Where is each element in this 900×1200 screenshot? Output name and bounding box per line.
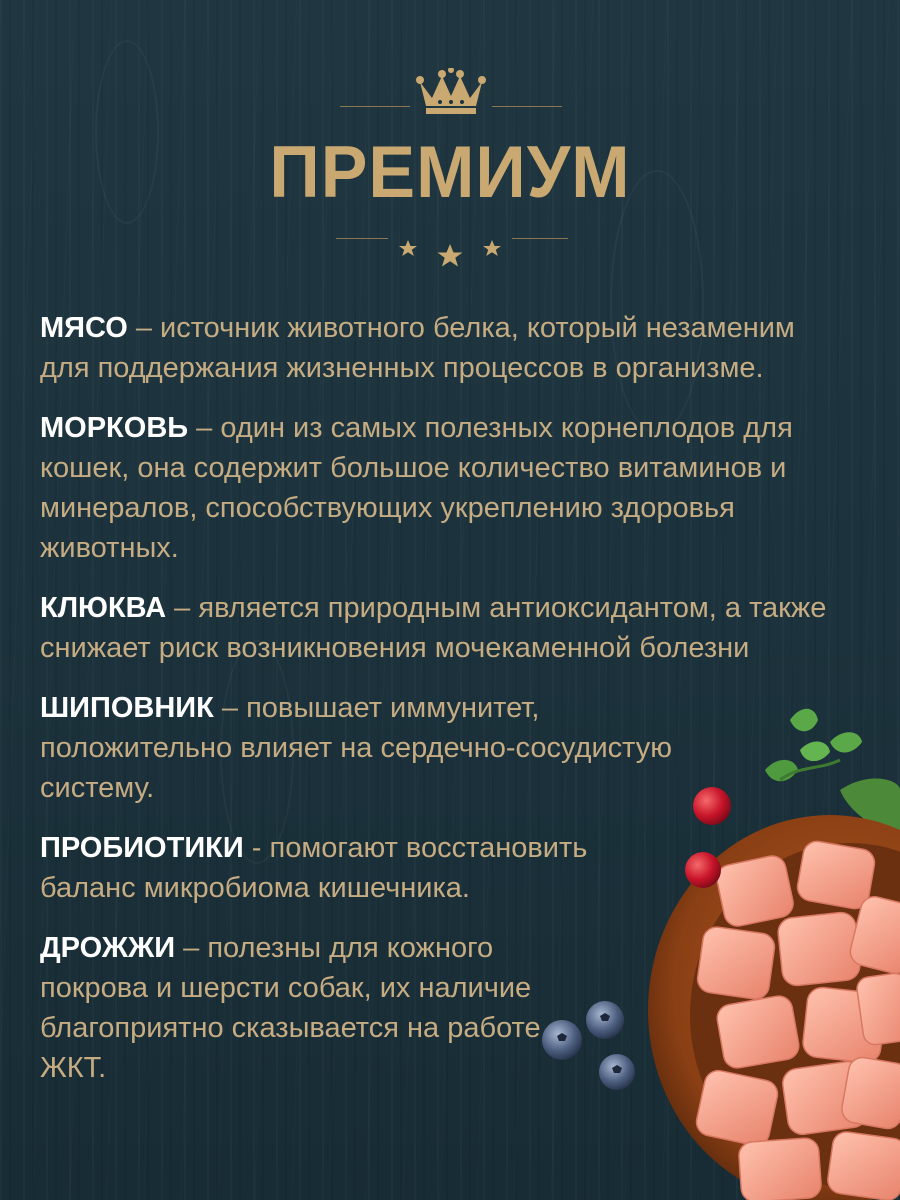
separator: –	[166, 592, 199, 624]
star-icon	[399, 240, 417, 256]
ingredient-probiotics	[40, 828, 660, 908]
ingredient-name: МЯСО	[40, 312, 128, 344]
ingredient-description: помогают восстановить баланс микробиома кишечника.	[40, 832, 588, 904]
ingredient-name: ШИПОВНИК	[40, 692, 214, 724]
ingredients-list	[40, 308, 840, 1108]
crown-icon	[416, 68, 486, 116]
separator: –	[175, 932, 208, 964]
ingredient-description: повышает иммунитет, положительно влияет на сердечно-сосудистую систему.	[40, 692, 673, 804]
star-icon	[483, 240, 501, 256]
separator: –	[213, 692, 247, 724]
ingredient-carrot	[40, 408, 840, 568]
ingredient-description: является природным антиоксидантом, а также снижает риск возникновения мочекаменной болезни	[40, 592, 827, 664]
star-icon	[438, 244, 463, 267]
separator: –	[127, 312, 161, 344]
separator: -	[243, 832, 270, 864]
divider-line	[336, 238, 388, 239]
ingredient-name: МОРКОВЬ	[40, 412, 189, 444]
page-title: ПРЕМИУМ	[269, 131, 631, 213]
separator: –	[188, 412, 221, 444]
ingredient-yeast	[40, 928, 560, 1088]
divider-line	[340, 106, 410, 107]
header	[0, 0, 900, 290]
ingredient-name: ДРОЖЖИ	[40, 932, 176, 964]
divider-line	[512, 238, 568, 239]
ingredient-meat	[40, 308, 840, 388]
stars-group	[390, 232, 510, 272]
ingredient-name: КЛЮКВА	[40, 592, 167, 624]
ingredient-description: источник животного белка, который незаменим для поддержания жизненных процессов в организме.	[40, 312, 795, 384]
ingredient-cranberry	[40, 588, 840, 668]
ingredient-description: полезны для кожного покрова и шерсти собак, их наличие благоприятно сказывается на работе ЖКТ.	[40, 932, 541, 1084]
ingredient-description: один из самых полезных корнеплодов для кошек, она содержит большое количество витаминов и минералов, способствующих укреплению здоровья животных.	[40, 412, 793, 564]
ingredient-name: ПРОБИОТИКИ	[40, 832, 244, 864]
ingredient-rosehip	[40, 688, 720, 808]
divider-line	[492, 106, 562, 107]
